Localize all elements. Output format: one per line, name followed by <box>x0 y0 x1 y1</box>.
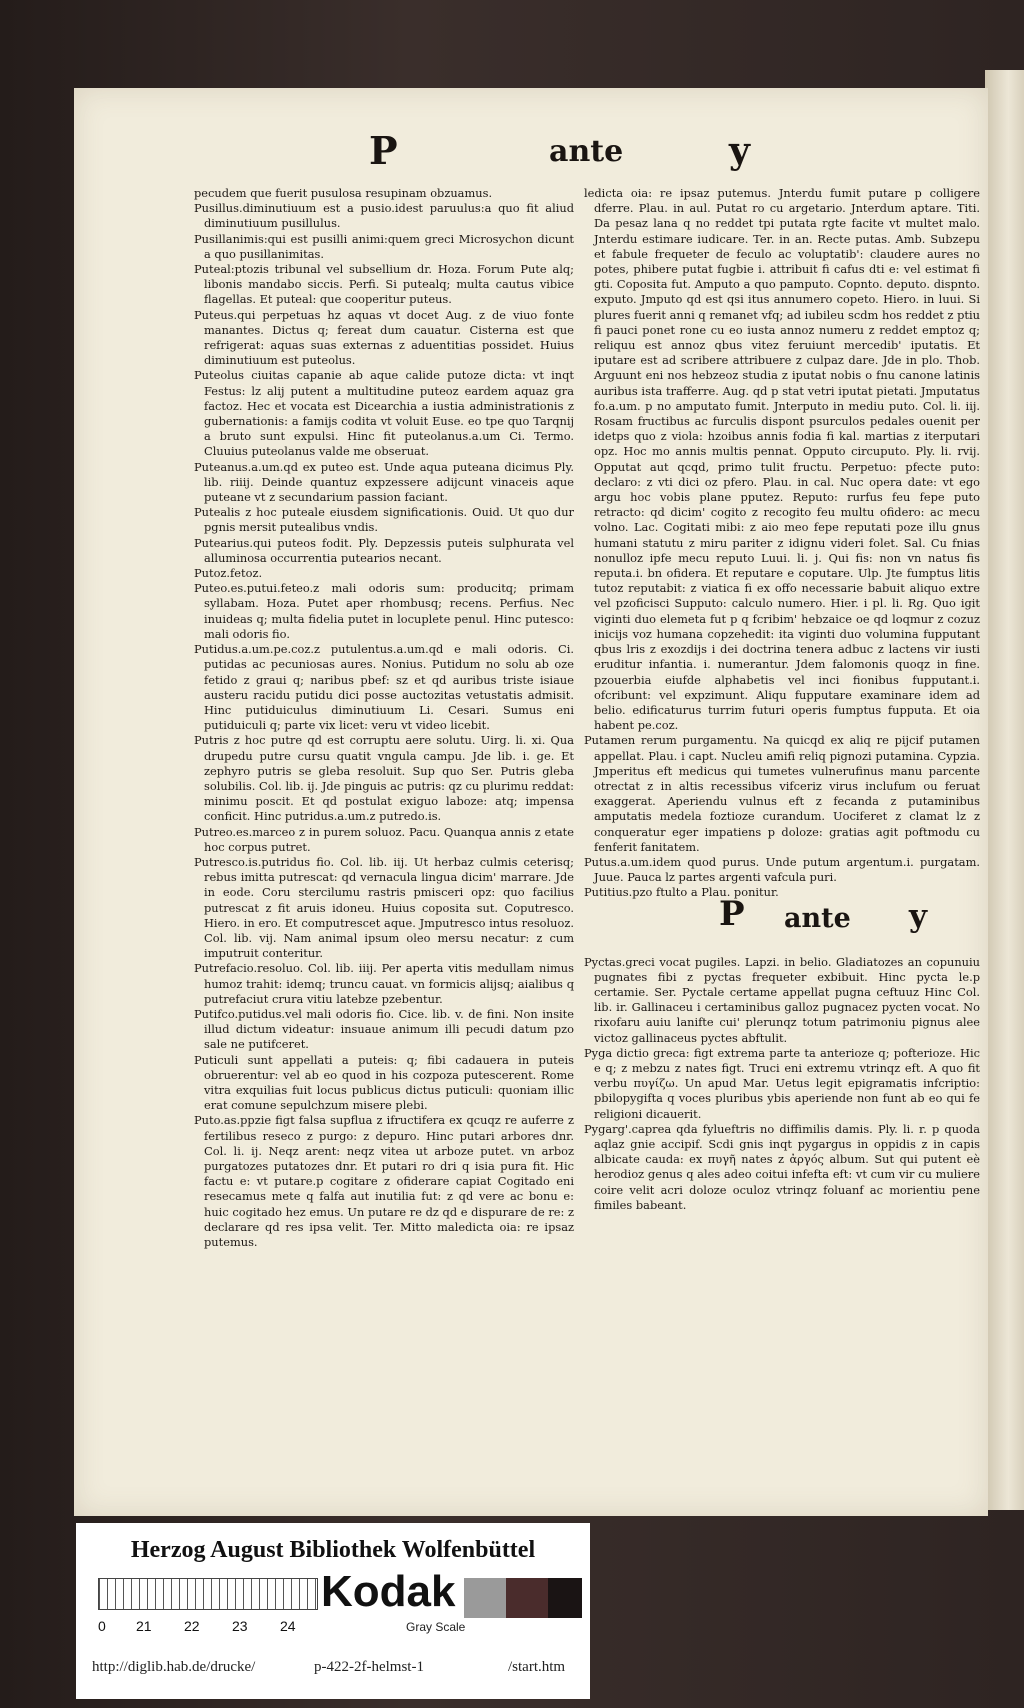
entry: Putidus.a.um.pe.coz.z putulentus.a.um.qd e mali odoris. Ci. putidas ac pecuniosas aures. Nonius. Putidum no solu ab oze fetido z graui q; naribus pbef: sz et qd auribus triste isiaue austeru racidu putidu dici posse auctozitas vetustatis admisit. Hinc putiduiculus diminutiuum Li. Cesari. Sumus eni putiduiculi q; parte vix licet: veru vt video licebit. <box>194 642 574 733</box>
entry: Pyctas.greci vocat pugiles. Lapzi. in belio. Gladiatozes an copunuiu pugnates fibi z pyctas frequeter exbibuit. Hinc pycta le.p certamie. Ser. Pyctale certame appellat pugna ceftuuz Hinc Col. lib. ir. Gallinaceu i certaminibus galloz pugnacez pycten vocat. No rixofaru auiu lanifte cui' plerunqz totum patrimoniu pignus alee victoz gallinaceus pyctes abftulit. <box>584 954 980 1045</box>
entry: ledicta oia: re ipsaz putemus. Jnterdu fumit putare p colligere dferre. Plau. in aul. Putat ro cu argetario. Jnterdum aptare. Titi. Da pesaz lana q no reddet tpi putata rgte facite vt multet malo. Jnterdu estimare iudicare. Ter. in an. Recte putas. Amb. Subzepu et fabule frequeter de feculo ac voluptatib': claudere aures no potes, phibere putat fugbie i. attribuit fi cafus dti e: vel estimat fi gti. Coposita fut. Amputo a quo pamputo. Copnto. deputo. dispnto. exputo. Jmputo qd est qsi itus annumero copeto. Hiero. in luui. Si plures fuerit anni q remanet vfq; ad iubileu scdm hos reddet z ptiu fi pauci ponet rone cu eo iusta annoz numeru z reddet emptoz q; reliquu est annoz qbus vitez feruiunt mercedib' iputatis. Et iputare est ad scribere attribuere z culpaz dare. Jde in plo. Thob. Arguunt eni nos hebzeoz studia z iputat nobis o fnu canone latinis auribus ista trafferre. Aug. qd p stat vetri iputat pietati. Jmputatus fo.a.um. p no amputato fumit. Jnterputo in mediu puto. Col. li. iij. Rosam fructibus ac furculis dispont psurculos pedales ouenit per idetps quo z viola: hzoibus annis fodia fi kal. martias z iterputari opz. Hoc mo annis multis pennat. Opputo circuputo. Ply. li. rvij. Opputat aut qcqd, primo tulit fructu. Perpetuo: pfecte puto: declaro: z vti dici oz pfero. Plau. in cal. Nuc opera date: vt ego argu hoc vobis plane pputez. Reputo: rurfus feu fepe puto retracto: qd dicim' cogito z recogito feu multu ofidero: ac mecu volno. Lac. Cogitati mibi: z aio meo fepe reputati poze illu gnus humani statutu z miru pariter z idignu videri folet. Sal. Cu fnias nonulloz ipfe mecu reputo Luui. li. j. Qui fis: non vn natus fis reputa.i. bn ofidera. Et reputare e coputare. Ulp. Jte fumptus litis tutoz reputabit: z viatica fi ex offo necessarie babuit aliquo extre vel pzoficisci Supputo: calculo numero. Hier. i pl. li. Rg. Quo igit viginti duo elemeta fut p q fcribim' hebzaice oe qd loqmur z cozuz inicijs voz humana copzehedit: ita viginti duo volumina fupputant qbus lris z exozdijs i dei doctrina tenera adbuc z lactens vir iusti eruditur infantia. i. numerantur. Jdem falomonis quoqz in fine. pzouerbia eiufde alphabetis vel inci fionibus fupputant.i. ofcribunt: vel expzimunt. Aliqu fupputare examinare idem ad belio. edificaturus turrim futuri operis fumptus fupputa. Et oia habent pe.coz. <box>584 186 980 733</box>
entry: Pusillanimis:qui est pusilli animi:quem greci Microsychon dicunt a quo pusillanimitas. <box>194 231 574 261</box>
entry: Puteolus ciuitas capanie ab aque calide putoze dicta: vt inqt Festus: lz alij putent a multitudine puteoz eardem aquaz gra factoz. Hec et vocata est Dicearchia a iustia administrationis z gubernationis: a famijs codita vt voluit Euse. eo tpe quo Tarqnij a bruto sunt expulsi. Hinc fit puteolanus.a.um Ci. Termo. Cluuius puteolanus valde me obseruat. <box>194 368 574 459</box>
right-column <box>584 186 980 1213</box>
entry: Putus.a.um.idem quod purus. Unde putum argentum.i. purgatam. Juue. Pauca lz partes argenti vafcula puri. <box>584 854 980 885</box>
entry: Puteus.qui perpetuas hz aquas vt docet Aug. z de viuo fonte manantes. Dictus q; fereat dum cauatur. Cisterna est que refrigerat: aquas suas externas z aduentitias possidet. Huius diminutiuum est puteolus. <box>194 307 574 368</box>
gray-scale-label: Gray Scale <box>406 1620 466 1634</box>
left-column <box>194 186 574 1250</box>
entry: Puteo.es.putui.feteo.z mali odoris sum: producitq; primam syllabam. Hoza. Putet aper rhombusq; recens. Perfius. Nec inuideas q; multa fidelia putet in locuplete penul. Hinc putesco: mali odoris fio. <box>194 581 574 641</box>
ruler-scale <box>98 1578 318 1610</box>
running-head <box>74 128 988 178</box>
black-swatch <box>548 1578 582 1618</box>
shelfmark: p-422-2f-helmst-1 <box>314 1659 424 1675</box>
ruler-number: 22 <box>184 1618 200 1634</box>
entry: Puto.as.ppzie figt falsa supflua z ifructifera ex qcuqz re auferre z fertilibus reseco z purgo: z depuro. Hinc putari arbores dnr. Col. li. ij. Neqz arent: neqz vitea ut arboze putet. vn arboz purgatozes putatozes dnr. Et putari ro dri q isia pura fit. Hic factu e: vt putare.p cogitare z ofiderare capiat Cogitado eni resecamus mete q falfa aut inutilia fut: z qd vere ac bonu e: huic cogitado hez emus. Un putare re dz qd e dispurare de re: z declarare qd res ipsa velit. Ter. Mitto maledicta oia: re ipsaz putemus. <box>194 1113 574 1250</box>
entry: Putresco.is.putridus fio. Col. lib. iij. Ut herbaz culmis ceterisq; rebus imitta putrescat: qd vernacula lingua dicim' marrare. Jde in eode. Coru stercilumu rastris pmisceri opz: quo facilius putrescat z fit aruis idoneu. Huius coposita sut. Coputresco. Hiero. in ero. Et computrescet aque. Jmputresco intus resoluoz. Col. lib. vij. Nam animal ipsum oleo mersu necatur: z cum imputruit conteritur. <box>194 854 574 961</box>
entry: Putitius.pzo ftulto a Plau. ponitur. <box>584 885 779 900</box>
entry: Pyga dictio greca: figt extrema parte ta anterioze q; pofterioze. Hic e q; z mebzu z nates figt. Truci eni extremu vtrinqz eft. A quo fit verbu πυγίζω. Un apud Mar. Uetus legit epigramatis infcriptio: pbilopygifta q voces pluribus ybis aperiende non funt ab eo qui fe religioni dicauerit. <box>584 1045 980 1121</box>
entry: Putoz.fetoz. <box>194 566 263 581</box>
entry: Putris z hoc putre qd est corruptu aere solutu. Uirg. li. xi. Qua drupedu putre cursu quatit vngula campu. Jde lib. i. ge. Et zephyro putris se gleba resoluit. Sup quo Ser. Putris gleba solubilis. Col. lib. ij. Jde pinguis ac putris: qz cu plurimu reddat: minimu poscit. Et qd postulat exiguo laboze: atq; impensa conficit. Hinc putridus.a.um.z putredo.is. <box>194 733 574 824</box>
library-color-strip <box>76 1523 590 1699</box>
entry: Putrefacio.resoluo. Col. lib. iiij. Per aperta vitis medullam nimus humoz trahit: idemq; truncu cauat. vn formicis alijsq; aialibus q putrefaciut crura vitiu latebze pzebentur. <box>194 961 574 1006</box>
entry: Putearius.qui puteos fodit. Ply. Depzessis puteis sulphurata vel alluminosa occurrentia putearios necant. <box>194 535 574 565</box>
running-head-letter: P <box>369 128 398 173</box>
section-head-mark: y <box>909 897 928 934</box>
ruler-number: 24 <box>280 1618 296 1634</box>
entry: Putealis z hoc puteale eiusdem significationis. Ouid. Ut quo dur pgnis mersit putealibus vndis. <box>194 505 574 535</box>
running-head-mark: y <box>729 130 750 172</box>
entry: Pygarg'.caprea qda fylueftris no diffimilis damis. Ply. li. r. p quoda aqlaz gnie accipif. Scdi gnis inqt pygargus in oppidis z in capis albicate cauda: ex πυγῆ nates z ἀργός album. Sut qui putent eè herodioz genus q ales adeo coitui infefta eft: vt cum vir cu muliere coire velit acri doloze oculoz vtrinqz foluanf ac morientiu pene fimiles babeant. <box>584 1121 980 1212</box>
entry: Pusillus.diminutiuum est a pusio.idest paruulus:a quo fit aliud diminutiuum pusillulus. <box>194 201 574 231</box>
section-head-word: ante <box>784 902 851 934</box>
adjacent-page-edge <box>985 70 1024 1510</box>
ruler-number: 23 <box>232 1618 248 1634</box>
entry: pecudem que fuerit pusulosa resupinam obzuamus. <box>194 186 493 200</box>
entry: Putreo.es.marceo z in purem soluoz. Pacu. Quanqua annis z etate hoc corpus putret. <box>194 824 574 854</box>
brown-swatch <box>506 1578 548 1618</box>
entry: Puteal:ptozis tribunal vel subsellium dr. Hoza. Forum Pute alq; libonis mandabo siccis. Perfi. Si putealq; multa cautus vibice flagellas. Et puteal: que cooperitur puteus. <box>194 262 574 307</box>
entry: Puteanus.a.um.qd ex puteo est. Unde aqua puteana dicimus Ply. lib. riiij. Deinde quantuz expzessere adijcunt vinaceis aque puteane vt z secundarium passion faciant. <box>194 459 574 505</box>
ruler-number: 0 <box>98 1618 106 1634</box>
book-page <box>74 88 988 1516</box>
entry: Putamen rerum purgamentu. Na quicqd ex aliq re pijcif putamen appellat. Plau. i capt. Nucleu amifi reliq pignozi putamina. Cypzia. Jmperitus eft medicus qui tumetes vulnerufinus manu parcente otrectat z in altis recessibus vifceriz virus inclufum ou feruat exaggerat. Aperiendu vulnus eft z fecanda z putaminibus amputatis medela foztioze curandum. Uociferet z clamat lz z conqueratur eger impatiens p doloze: gratias agit poftmodu cu fenferit fanitatem. <box>584 733 980 854</box>
entry: Putifco.putidus.vel mali odoris fio. Cice. lib. v. de fini. Non insite illud dictum videatur: insuaue animum illi pecudi datum pzo sale ne putifceret. <box>194 1006 574 1052</box>
gray-swatch <box>464 1578 506 1618</box>
section-head <box>584 893 980 951</box>
entry: Puticuli sunt appellati a puteis: q; fibi cadauera in puteis obruerentur: vel ab eo quod in his cozpoza putescerent. Rome vitra exquilias fuit locus publicus dictus puticuli: quoniam illic erat comune sepulchzum misere plebi. <box>194 1052 574 1113</box>
ruler-number: 21 <box>136 1618 152 1634</box>
section-head-letter: P <box>719 893 745 934</box>
running-head-word: ante <box>549 134 624 169</box>
url-row <box>76 1653 590 1683</box>
base-url: http://diglib.hab.de/drucke/ <box>92 1659 256 1675</box>
kodak-logo: Kodak <box>321 1567 456 1616</box>
start-page: /start.htm <box>508 1659 566 1675</box>
library-name: Herzog August Bibliothek Wolfenbüttel <box>130 1537 536 1563</box>
